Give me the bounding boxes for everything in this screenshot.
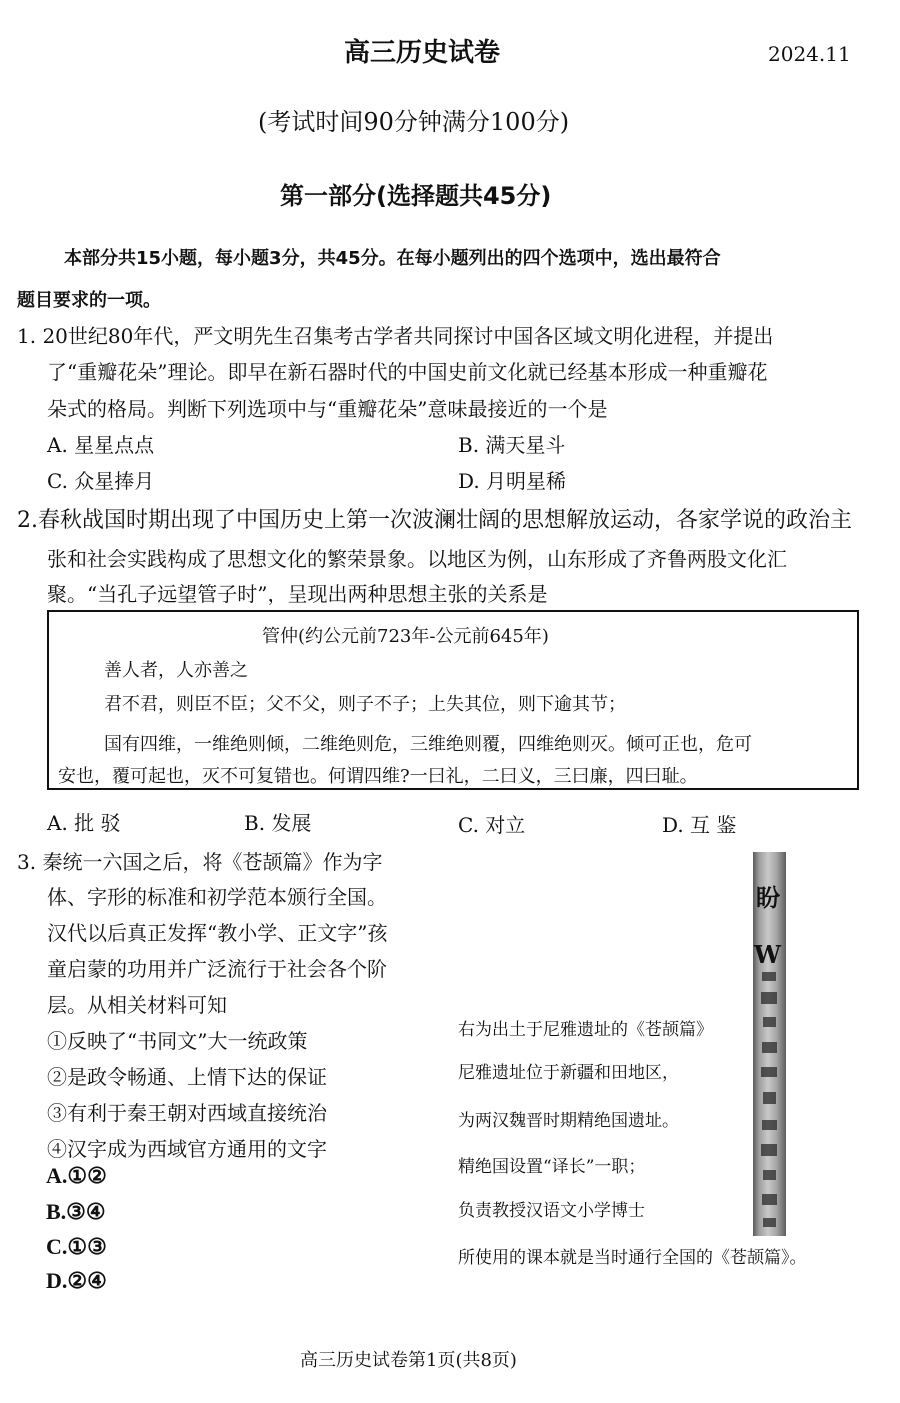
quote-line-4: 安也，覆可起也，灭不可复错也。何谓四维?一曰礼，二曰义，三曰廉，四曰耻。 — [58, 766, 698, 787]
slip-glyph-1: 盼 — [756, 883, 780, 912]
q3-line-2: 体、字形的标准和初学范本颁行全国。 — [47, 885, 387, 909]
q3-option-b: B.③④ — [46, 1199, 106, 1224]
q3-statement-1: ①反映了“书同文”大一统政策 — [47, 1029, 308, 1053]
q2-option-d: D. 互 鉴 — [662, 813, 737, 837]
q1-line-1: 1. 20世纪80年代，严文明先生召集考古学者共同探讨中国各区域文明化进程，并提出 — [17, 324, 774, 348]
q3-option-d: D.②④ — [46, 1268, 107, 1293]
q2-line-3: 聚。“当孔子远望管子时”，呈现出两种思想主张的关系是 — [47, 582, 548, 606]
q1-option-b: B. 满天星斗 — [458, 433, 566, 457]
quote-line-1: 善人者，人亦善之 — [104, 660, 248, 681]
exam-subtitle: (考试时间90分钟满分100分) — [258, 108, 570, 136]
instructions-line-2: 题目要求的一项。 — [17, 290, 161, 311]
q1-option-d: D. 月明星稀 — [458, 469, 567, 493]
q2-option-c: C. 对立 — [458, 813, 526, 837]
quote-line-3: 国有四维，一维绝则倾，二维绝则危，三维绝则覆，四维绝则灭。倾可正也，危可 — [104, 734, 752, 755]
q3-line-1: 3. 秦统一六国之后，将《苍颉篇》作为字 — [17, 850, 383, 874]
cangjie-slip-image — [753, 852, 786, 1236]
q2-line-1: 2.春秋战国时期出现了中国历史上第一次波澜壮阔的思想解放运动，各家学说的政治主 — [17, 508, 852, 533]
artifact-caption-2: 尼雅遗址位于新疆和田地区， — [458, 1063, 679, 1083]
q1-option-a: A. 星星点点 — [47, 433, 155, 457]
q3-option-a: A.①② — [46, 1163, 107, 1188]
q2-option-b: B. 发展 — [244, 811, 312, 835]
artifact-caption-4: 精绝国设置“译长”一职； — [458, 1157, 646, 1177]
instructions-line-1: 本部分共15小题，每小题3分，共45分。在每小题列出的四个选项中，选出最符合 — [64, 248, 721, 269]
page-footer: 高三历史试卷第1页(共8页) — [300, 1350, 517, 1371]
q3-line-4: 童启蒙的功用并广泛流行于社会各个阶 — [47, 957, 387, 981]
exam-date: 2024.11 — [768, 42, 851, 66]
part-heading: 第一部分(选择题共45分) — [280, 182, 552, 210]
page-title: 高三历史试卷 — [344, 38, 501, 68]
q2-option-a: A. 批 驳 — [47, 811, 121, 835]
slip-texture — [753, 852, 786, 1236]
quote-box-title: 管仲(约公元前723年-公元前645年) — [262, 626, 549, 647]
q1-line-3: 朵式的格局。判断下列选项中与“重瓣花朵”意味最接近的一个是 — [47, 397, 608, 421]
slip-glyph-2: W — [754, 940, 781, 969]
q3-statement-4: ④汉字成为西域官方通用的文字 — [47, 1137, 327, 1161]
q3-statement-2: ②是政令畅通、上情下达的保证 — [47, 1065, 327, 1089]
artifact-caption-5: 负责教授汉语文小学博士 — [458, 1201, 645, 1221]
q3-statement-3: ③有利于秦王朝对西域直接统治 — [47, 1101, 327, 1125]
artifact-caption-6: 所使用的课本就是当时通行全国的《苍颉篇》。 — [458, 1248, 807, 1268]
q1-line-2: 了“重瓣花朵”理论。即早在新石器时代的中国史前文化就已经基本形成一种重瓣花 — [47, 360, 768, 384]
q1-option-c: C. 众星捧月 — [47, 469, 155, 493]
q3-line-3: 汉代以后真正发挥“教小学、正文字”孩 — [47, 921, 388, 945]
quote-line-2: 君不君，则臣不臣；父不父，则子不子；上失其位，则下逾其节； — [104, 694, 626, 715]
q3-option-c: C.①③ — [46, 1234, 107, 1259]
artifact-caption-3: 为两汉魏晋时期精绝国遗址。 — [458, 1111, 679, 1131]
q2-line-2: 张和社会实践构成了思想文化的繁荣景象。以地区为例，山东形成了齐鲁两股文化汇 — [47, 547, 787, 571]
artifact-caption-1: 右为出土于尼雅遗址的《苍颉篇》 — [458, 1020, 713, 1040]
q3-line-5: 层。从相关材料可知 — [47, 993, 227, 1017]
